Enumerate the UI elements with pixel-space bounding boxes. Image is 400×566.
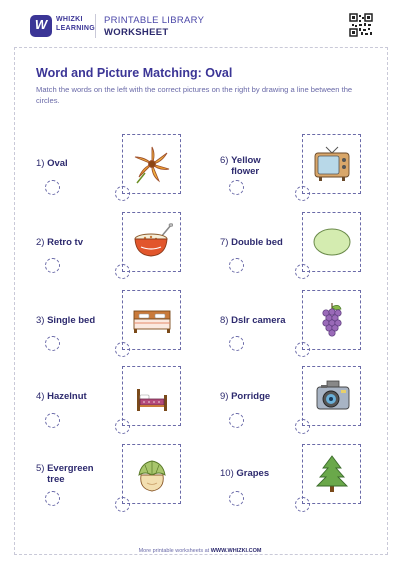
retro-tv-icon xyxy=(311,143,353,185)
page-footer xyxy=(0,548,400,554)
picture-box-3 xyxy=(122,290,181,350)
word-circle-9[interactable] xyxy=(229,413,244,428)
porridge-bowl-icon xyxy=(131,221,173,263)
word-circle-5[interactable] xyxy=(45,491,60,506)
picture-box-1 xyxy=(122,134,181,194)
word-label-3: 3) Single bed xyxy=(36,315,96,326)
word-circle-3[interactable] xyxy=(45,336,60,351)
word-label-7: 7) Double bed xyxy=(220,237,283,248)
brand-name xyxy=(56,15,95,33)
whizki-logo: W xyxy=(30,15,52,37)
word-label-10: 10) Grapes xyxy=(220,468,270,479)
word-circle-8[interactable] xyxy=(229,336,244,351)
picture-box-4 xyxy=(122,366,181,426)
flower-icon xyxy=(131,143,173,185)
brand-line-1: WHIZKI xyxy=(56,16,83,23)
word-circle-7[interactable] xyxy=(229,258,244,273)
word-label-5: 5) Evergreen tree xyxy=(36,463,94,485)
footer-url[interactable]: WWW.WHIZKI.COM xyxy=(210,548,262,554)
word-label-9: 9) Porridge xyxy=(220,391,271,402)
word-label-6: 6) Yellow flower xyxy=(220,155,261,177)
brand-line-2: LEARNING xyxy=(56,25,95,32)
hazelnut-icon xyxy=(131,453,173,495)
double-bed-icon xyxy=(131,299,173,341)
picture-box-7 xyxy=(302,212,361,272)
word-circle-10[interactable] xyxy=(229,491,244,506)
word-label-2: 2) Retro tv xyxy=(36,237,83,248)
word-circle-4[interactable] xyxy=(45,413,60,428)
word-circle-6[interactable] xyxy=(229,180,244,195)
worksheet-label: WORKSHEET xyxy=(104,27,169,38)
oval-icon xyxy=(311,221,353,263)
picture-box-9 xyxy=(302,366,361,426)
dslr-camera-icon xyxy=(311,375,353,417)
library-label: PRINTABLE LIBRARY xyxy=(104,15,205,26)
picture-box-10 xyxy=(302,444,361,504)
instructions: Match the words on the left with the correct pictures on the right by drawing a line between the circles. xyxy=(36,85,353,105)
word-label-4: 4) Hazelnut xyxy=(36,391,87,402)
word-circle-2[interactable] xyxy=(45,258,60,273)
word-circle-1[interactable] xyxy=(45,180,60,195)
evergreen-tree-icon xyxy=(311,453,353,495)
header-divider xyxy=(95,14,96,38)
single-bed-icon xyxy=(131,375,173,417)
picture-box-2 xyxy=(122,212,181,272)
qr-code-icon xyxy=(349,13,373,37)
page-header xyxy=(0,0,400,47)
word-label-8: 8) Dslr camera xyxy=(220,315,286,326)
page-title: Word and Picture Matching: Oval xyxy=(36,66,233,80)
picture-box-8 xyxy=(302,290,361,350)
picture-box-5 xyxy=(122,444,181,504)
footer-prefix: More printable worksheets at xyxy=(138,548,210,554)
grapes-icon xyxy=(311,299,353,341)
word-label-1: 1) Oval xyxy=(36,158,68,169)
picture-box-6 xyxy=(302,134,361,194)
